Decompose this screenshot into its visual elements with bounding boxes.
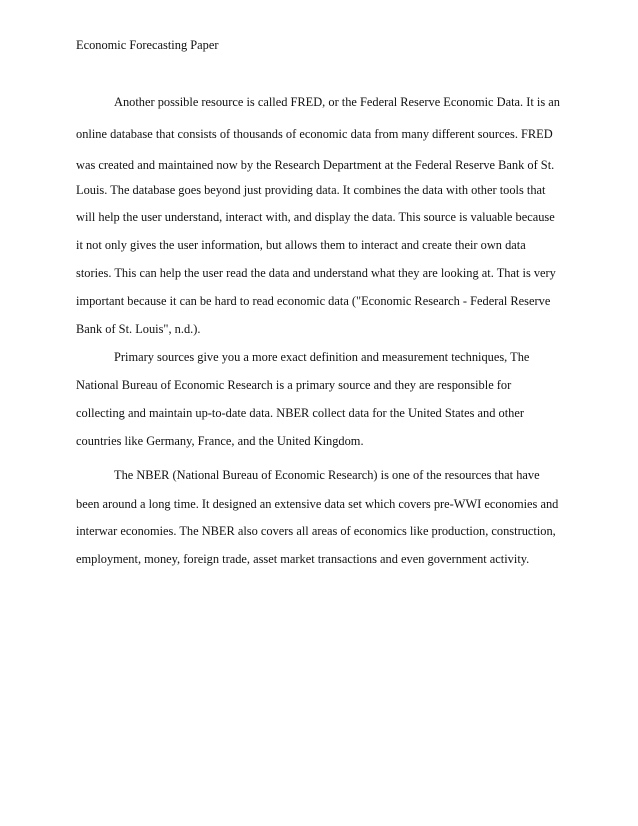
paragraph-1-line-8: important because it can be hard to read economic data ("Economic Research - Federal Reserve (76, 294, 551, 308)
paragraph-1-line-7: stories. This can help the user read the data and understand what they are looking at. That is very (76, 266, 556, 280)
paragraph-3-line-2: been around a long time. It designed an extensive data set which covers pre-WWI economies and (76, 497, 559, 511)
paragraph-3-line-1: The NBER (National Bureau of Economic Research) is one of the resources that have (114, 468, 540, 482)
paragraph-3-line-4: employment, money, foreign trade, asset market transactions and even government activity. (76, 552, 530, 566)
paragraph-1-line-6: it not only gives the user information, but allows them to interact and create their own data (76, 238, 526, 252)
paragraph-1-line-5: will help the user understand, interact with, and display the data. This source is valuable because (76, 210, 555, 224)
paragraph-2-line-3: collecting and maintain up-to-date data. NBER collect data for the United States and other (76, 406, 524, 420)
paragraph-1-line-2: online database that consists of thousands of economic data from many different sources. FRED (76, 127, 553, 141)
paragraph-1-line-3: was created and maintained now by the Research Department at the Federal Reserve Bank of St. (76, 158, 555, 172)
paragraph-3-line-3: interwar economies. The NBER also covers all areas of economics like production, construction, (76, 524, 556, 538)
paragraph-1-line-4: Louis. The database goes beyond just providing data. It combines the data with other tools that (76, 183, 546, 197)
paragraph-1-line-9: Bank of St. Louis", n.d.). (76, 322, 201, 336)
paragraph-1-line-1: Another possible resource is called FRED, or the Federal Reserve Economic Data. It is an (114, 95, 560, 109)
running-head: Economic Forecasting Paper (76, 38, 219, 52)
paragraph-2-line-2: National Bureau of Economic Research is a primary source and they are responsible for (76, 378, 512, 392)
paragraph-2-line-4: countries like Germany, France, and the United Kingdom. (76, 434, 364, 448)
paragraph-2-line-1: Primary sources give you a more exact definition and measurement techniques, The (114, 350, 530, 364)
